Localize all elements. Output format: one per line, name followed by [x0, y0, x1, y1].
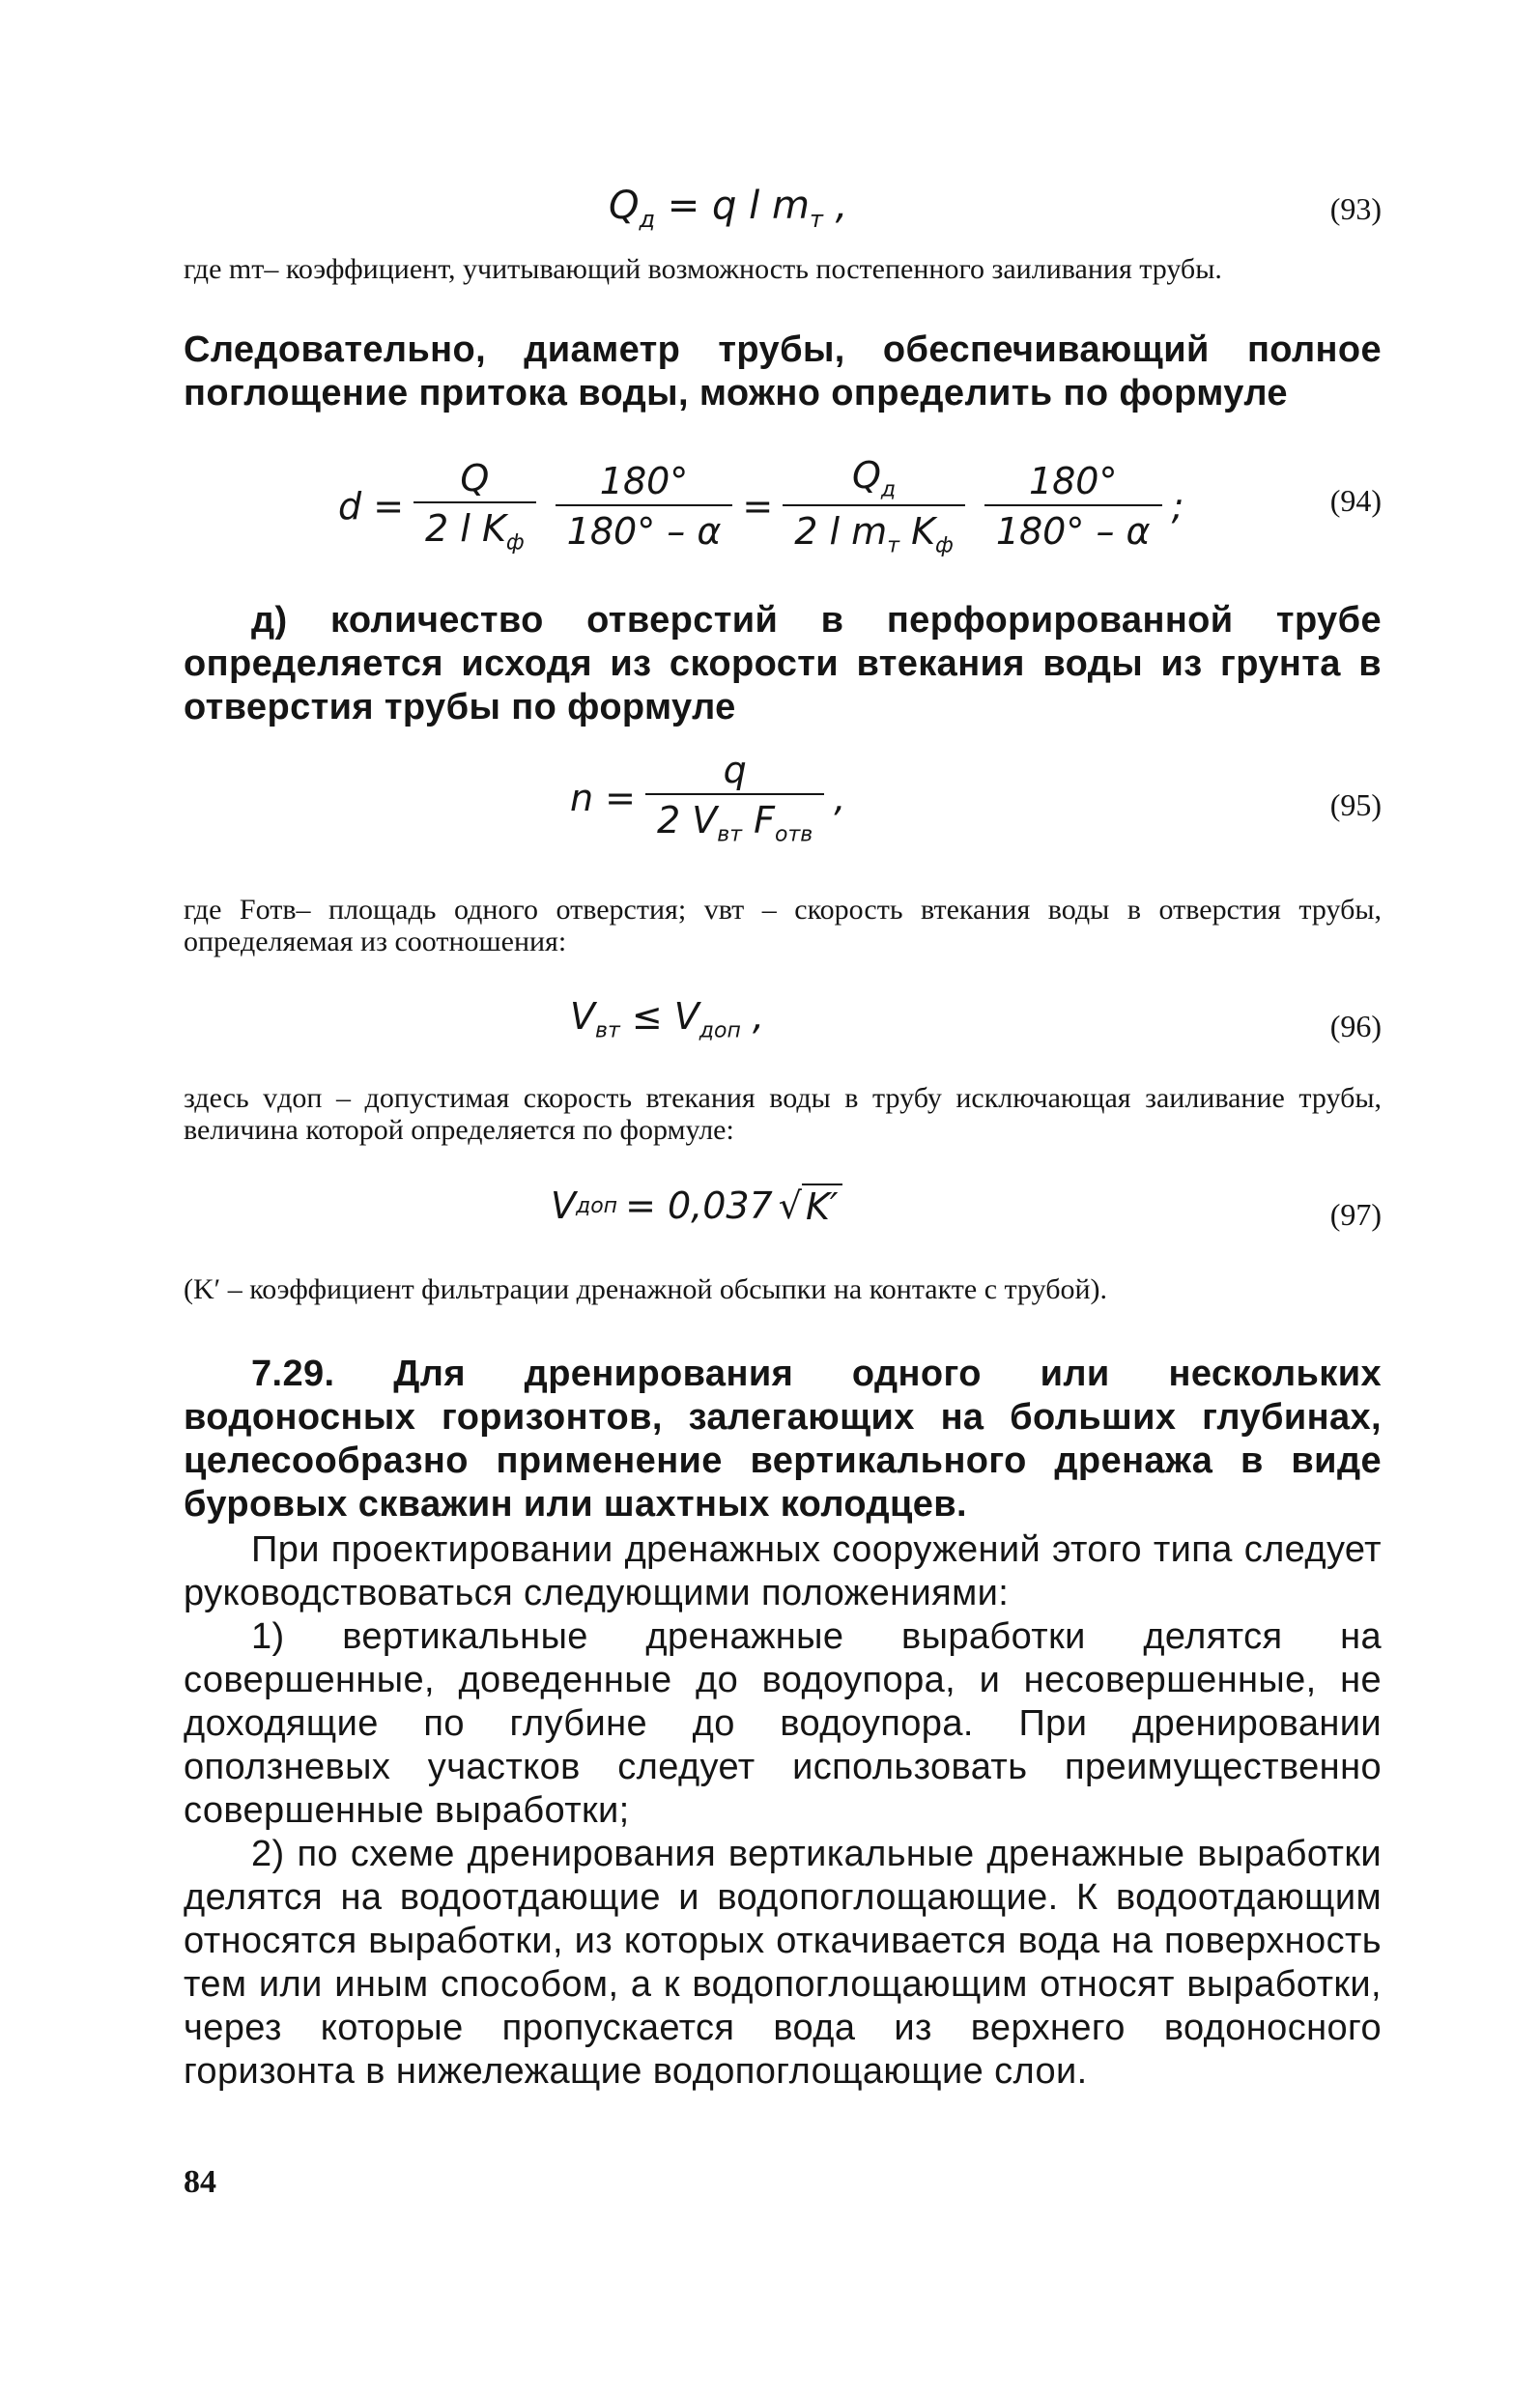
- formula-95-fraction: [645, 749, 824, 847]
- list-item-1: 1) вертикальные дренажные выработки делятся на совершенные, доведенные до водоупора, и несовершенные, не доходящие по глубине до водоупора. При дренировании оползневых участков следует использовать преимущественно совершенные выработки;: [184, 1616, 1382, 1831]
- formula-97: [184, 1184, 1382, 1251]
- formula-93-rhs: = q l m: [667, 184, 810, 228]
- formula-94-lhs: d =: [338, 484, 405, 528]
- formula-94: [184, 454, 1382, 560]
- formula-94-fraction-2-den: 180° – α: [556, 504, 733, 553]
- section-7-29: [184, 1353, 1382, 1526]
- formula-96-lhs-sub: вт: [595, 1018, 620, 1043]
- formula-94-equals: =: [742, 484, 774, 528]
- formula-95-den-mid: F: [742, 799, 775, 841]
- formula-94-f3-num-sub: д: [880, 477, 897, 502]
- formula-95-den-sub1: вт: [717, 822, 743, 847]
- formula-94-f3-den-text: 2 l m: [794, 509, 888, 553]
- formula-97-rhs: = 0,037: [625, 1184, 773, 1227]
- paragraph-d: д) количество отверстий в перфорированной трубе определяется исходя из скорости втекания воды из грунта в отверстия трубы по формуле: [184, 600, 1382, 727]
- formula-95-den-sub2: отв: [775, 822, 813, 847]
- formula-94-fraction-4-den: 180° – α: [984, 504, 1162, 553]
- formula-93: [184, 184, 1382, 242]
- equation-number-96: (96): [1329, 1009, 1382, 1043]
- formula-94-fraction-4: [984, 460, 1162, 553]
- formula-95-lhs: n =: [570, 776, 637, 819]
- equation-number-94: (94): [1329, 483, 1382, 518]
- formula-97-expression: [551, 1184, 842, 1228]
- formula-95-den-text: 2 V: [657, 799, 718, 841]
- formula-94-fraction-3-num: [841, 454, 907, 504]
- formula-97-lhs-sub: доп: [576, 1193, 618, 1218]
- formula-94-tail: ;: [1171, 484, 1184, 528]
- formula-94-fraction-3-den: [783, 504, 965, 558]
- formula-94-f3-num-text: Q: [851, 454, 881, 497]
- formula-94-fraction-1-num: Q: [460, 456, 490, 499]
- paragraph-design: При проектировании дренажных сооружений этого типа следует руководствоваться следующими положениями:: [184, 1529, 1382, 1613]
- formula-94-fraction-1: [414, 457, 536, 556]
- note-95: где Fотв– площадь одного отверстия; vвт – скорость втекания воды в отверстия трубы, определяемая из соотношения:: [184, 894, 1382, 957]
- note-96: здесь vдоп – допустимая скорость втекания воды в трубу исключающая заиливание трубы, величина которой определяется по формуле:: [184, 1082, 1382, 1146]
- formula-95-tail: ,: [834, 776, 846, 819]
- formula-96-expression: [570, 995, 764, 1043]
- formula-97-radicand: K′: [802, 1184, 842, 1228]
- list-item-2: 2) по схеме дренирования вертикальные дренажные выработки делятся на водоотдающие и водопоглощающие. К водоотдающим относятся выработки, из которых откачивается вода на поверхность тем или иным способом, а к водопоглощающим относят выработки, через которые пропускается вода из верхнего водоносного горизонта в нижележащие водопоглощающие слои.: [184, 1834, 1382, 2092]
- formula-94-fraction-4-num: 180°: [1028, 459, 1118, 502]
- formula-93-expression: [609, 184, 847, 233]
- formula-96-tail: ,: [740, 995, 765, 1038]
- section-number: 7.29.: [251, 1354, 335, 1394]
- formula-94-f1-den-sub: ф: [505, 530, 525, 556]
- formula-93-lhs-sub: д: [639, 206, 656, 233]
- formula-94-f1-den-text: 2 l K: [425, 506, 506, 550]
- formula-94-fraction-2-num: 180°: [599, 459, 689, 502]
- note-97: (K′ – коэффициент фильтрации дренажной обсыпки на контакте с трубой).: [184, 1273, 1108, 1305]
- formula-94-fraction-2: [556, 460, 733, 553]
- note-93: где mт– коэффициент, учитывающий возможность постепенного заиливания трубы.: [184, 253, 1222, 285]
- formula-97-lhs: V: [551, 1184, 576, 1227]
- formula-94-f3-den-sub1: т: [887, 533, 900, 558]
- formula-94-f3-den-mid: K: [899, 509, 936, 553]
- formula-93-rhs-sub: т: [809, 206, 823, 233]
- square-root-icon: √: [778, 1184, 802, 1227]
- formula-94-fraction-1-den: [414, 501, 536, 556]
- formula-95-expression: [570, 749, 845, 847]
- section-text: Для дренирования одного или нескольких водоносных горизонтов, залегающих на больших глубинах, целесообразно применение вертикального дренажа в виде буровых скважин или шахтных колодцев.: [184, 1354, 1382, 1525]
- formula-94-fraction-3: [783, 454, 965, 557]
- formula-95: [184, 749, 1382, 855]
- formula-94-expression: [338, 454, 1184, 557]
- formula-95-num: q: [723, 749, 747, 791]
- formula-93-lhs: Q: [609, 184, 640, 228]
- formula-93-tail: ,: [822, 184, 848, 228]
- formula-95-den: [645, 793, 824, 847]
- equation-number-93: (93): [1329, 191, 1382, 226]
- paragraph-diameter: Следовательно, диаметр трубы, обеспечивающий полное поглощение притока воды, можно определить по формуле: [184, 329, 1382, 414]
- formula-96-rhs-sub: доп: [699, 1018, 741, 1043]
- formula-96-relation: ≤ V: [619, 995, 699, 1038]
- formula-96-lhs: V: [570, 995, 595, 1038]
- equation-number-97: (97): [1329, 1197, 1382, 1232]
- formula-96: [184, 995, 1382, 1053]
- page-number: 84: [184, 2164, 216, 2200]
- formula-94-f3-den-sub2: ф: [935, 533, 954, 558]
- equation-number-95: (95): [1329, 787, 1382, 822]
